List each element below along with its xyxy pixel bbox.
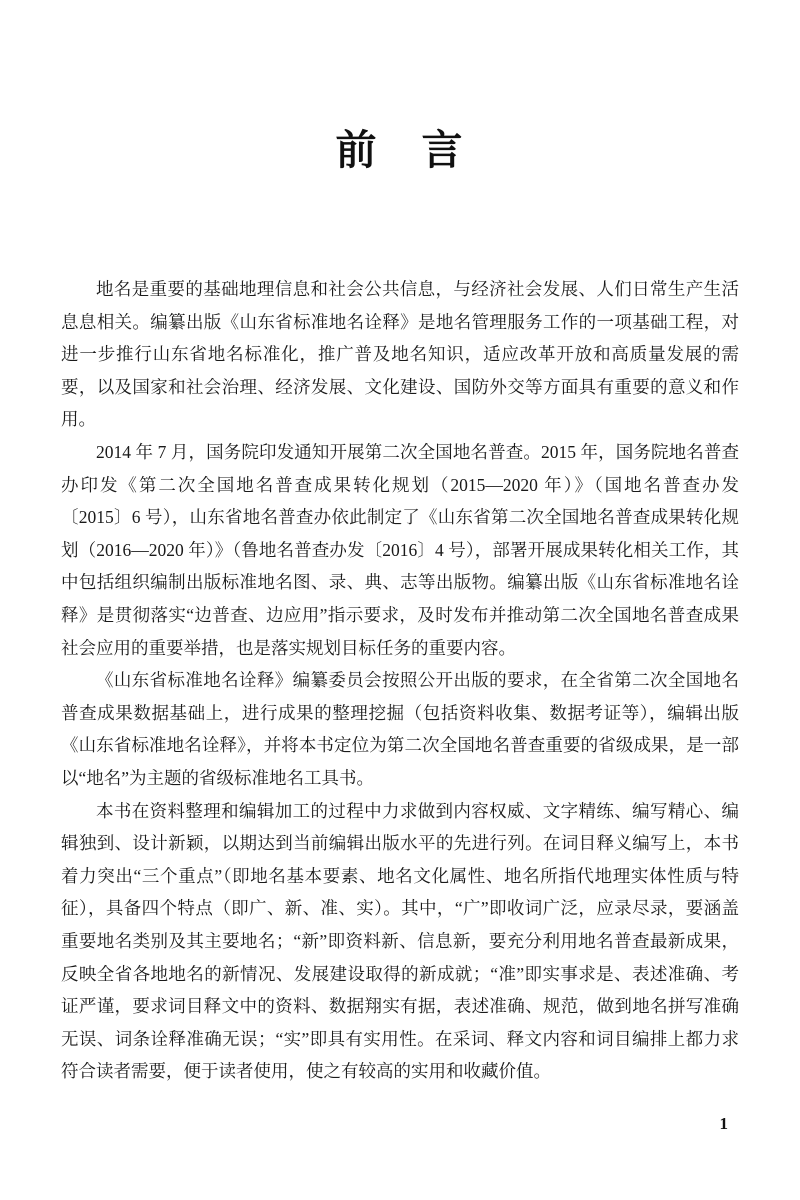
page-number: 1 [719,1114,728,1133]
paragraph-3: 《山东省标准地名诠释》编纂委员会按照公开出版的要求，在全省第二次全国地名普查成果数据基础上，进行成果的整理挖掘（包括资料收集、数据考证等），编辑出版《山东省标准地名诠释》，并将本书定位为第二次全国地名普查重要的省级成果，是一部以“地名”为主题的省级标准地名工具书。 [61,670,739,788]
paragraph-2: 2014 年 7 月，国务院印发通知开展第二次全国地名普查。2015 年，国务院地名普查办印发《第二次全国地名普查成果转化规划（2015—2020 年）》（国地名普查办发〔2015〕6 号），山东省地名普查办依此制定了《山东省第二次全国地名普查成果转化规划（2016—2020 年）》（鲁地名普查办发〔2016〕4 号），部署开展成果转化相关工作，其中包括组织编制出版标准地名图、录、典、志等出版物。编纂出版《山东省标准地名诠释》是贯彻落实“边普查、边应用”指示要求，及时发布并推动第二次全国地名普查成果社会应用的重要举措，也是落实规划目标任务的重要内容。 [61,442,739,658]
page-title: 前 言 [335,127,465,173]
preface-body [61,273,739,1088]
paragraph-1: 地名是重要的基础地理信息和社会公共信息，与经济社会发展、人们日常生产生活息息相关。编纂出版《山东省标准地名诠释》是地名管理服务工作的一项基础工程，对进一步推行山东省地名标准化，推广普及地名知识，适应改革开放和高质量发展的需要，以及国家和社会治理、经济发展、文化建设、国防外交等方面具有重要的意义和作用。 [61,279,739,430]
paragraph-4: 本书在资料整理和编辑加工的过程中力求做到内容权威、文字精练、编写精心、编辑独到、设计新颖，以期达到当前编辑出版水平的先进行列。在词目释义编写上，本书着力突出“三个重点”（即地名基本要素、地名文化属性、地名所指代地理实体性质与特征），具备四个特点（即广、新、准、实）。其中，“广”即收词广泛，应录尽录，要涵盖重要地名类别及其主要地名；“新”即资料新、信息新，要充分利用地名普查最新成果，反映全省各地地名的新情况、发展建设取得的新成就；“准”即实事求是、表述准确、考证严谨，要求词目释文中的资料、数据翔实有据，表述准确、规范，做到地名拼写准确无误、词条诠释准确无误；“实”即具有实用性。在采词、释文内容和词目编排上都力求符合读者需要，便于读者使用，使之有较高的实用和收藏价值。 [61,800,739,1082]
